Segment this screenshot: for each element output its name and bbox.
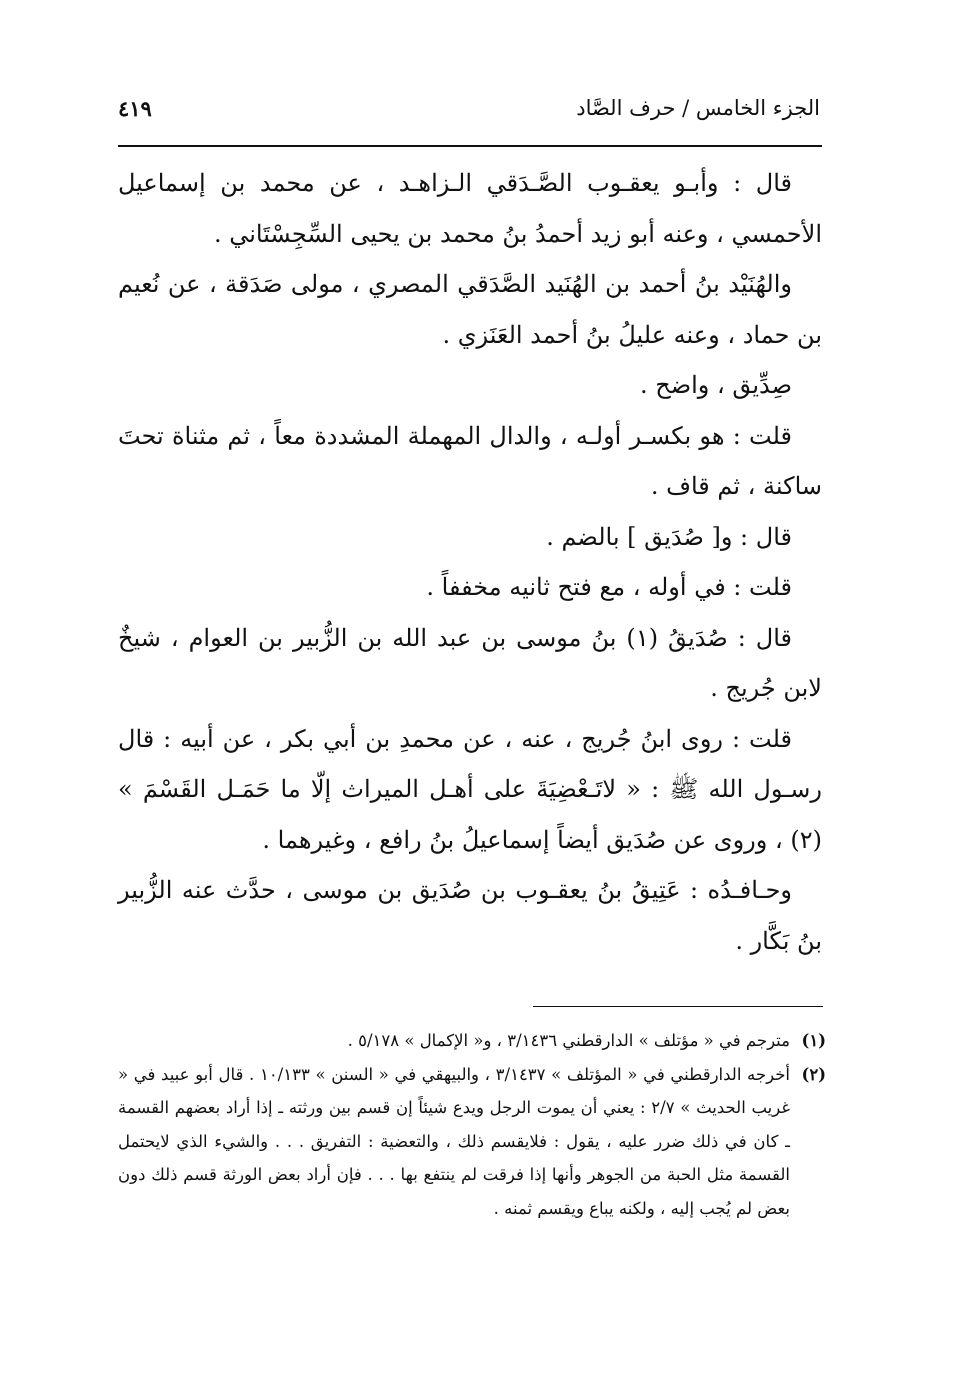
running-head-title: الجزء الخامس / حرف الصَّاد — [576, 96, 820, 120]
paragraph: وحـافـدُه : عَتِيقُ بنُ يعقـوب بن صُدَيق بن موسى ، حدَّث عنه الزُّبير بنُ بَكَّار . — [118, 876, 822, 955]
footnote-number: (٢) — [801, 1064, 826, 1084]
footnote-1 — [118, 1024, 826, 1058]
page-header — [118, 92, 820, 132]
paragraph: والهُنَيْد بنُ أحمد بن الهُنَيد الصَّدَقي المصري ، مولى صَدَقة ، عن نُعيم بن حماد ، وعنه عليلُ بنُ أحمد العَنَزي . — [118, 270, 822, 349]
paragraph: قال : و[ صُدَيق ] بالضم . — [546, 522, 792, 551]
paragraph: قال : وأبـو يعقـوب الصَّـدَقي الـزاهـد ، عن محمد بن إسماعيل الأحمسي ، وعنه أبو زيد أحمدُ بنُ محمد بن يحيى السِّجِسْتَاني . — [118, 169, 822, 248]
footnote-number: (١) — [801, 1031, 826, 1050]
paragraph: قلت : في أوله ، مع فتح ثانيه مخففاً . — [426, 573, 792, 601]
footnote-text: أخرجه الدارقطني في « المؤتلف » ٣/١٤٣٧ ، والبيهقي في « السنن » ١٠/١٣٣ . قال أبو عبيد في « غريب الحديث » ٢/٧ : يعني أن يموت الرجل ويدع شيئاً إن قسم بين ورثته ـ إذا أراد بعضهم القسمة ـ كان في ذلك ضرر عليه ، يقول : فلايقسم ذلك ، والتعضية : التفريق . . . والشيء الذي لايحتمل القسمة مثل الحبة من الجوهر وأنها إذا فرقت لم ينتفع بها . . . فإن أراد بعض الورثة قسم ذلك دون بعض لم يُجب إليه ، ولكنه يباع ويقسم ثمنه . — [118, 1064, 791, 1218]
footnote-text: مترجم في « مؤتلف » الدارقطني ٣/١٤٣٦ ، و« الإكمال » ٥/١٧٨ . — [347, 1031, 790, 1050]
paragraph: قال : صُدَيقُ (١) بنُ موسى بن عبد الله بن الزُّبير بن العوام ، شيخٌ لابن جُريج . — [118, 623, 822, 702]
footnote-divider — [533, 1006, 823, 1007]
paragraph: قلت : روى ابنُ جُريج ، عنه ، عن محمدِ بن أبي بكر ، عن أبيه : قال رسـول الله ﷺ : « لاتَـعْضِيَةَ على أهـل الميراث إلّا ما حَمَـل القَسْمَ » (٢) ، وروى عن صُدَيق أيضاً إسماعيلُ بنُ رافع ، وغيرهما . — [118, 724, 822, 854]
footnotes-section — [118, 1024, 826, 1225]
paragraph: صِدِّيق ، واضح . — [639, 371, 792, 399]
page-number: ٤١٩ — [118, 96, 152, 121]
paragraph: قلت : هو بكسـر أولـه ، والدال المهملة المشددة معاً ، ثم مثناة تحتَ ساكنة ، ثم قاف . — [118, 421, 822, 500]
header-divider — [118, 145, 822, 147]
main-text — [118, 158, 822, 966]
footnote-2 — [118, 1058, 826, 1226]
